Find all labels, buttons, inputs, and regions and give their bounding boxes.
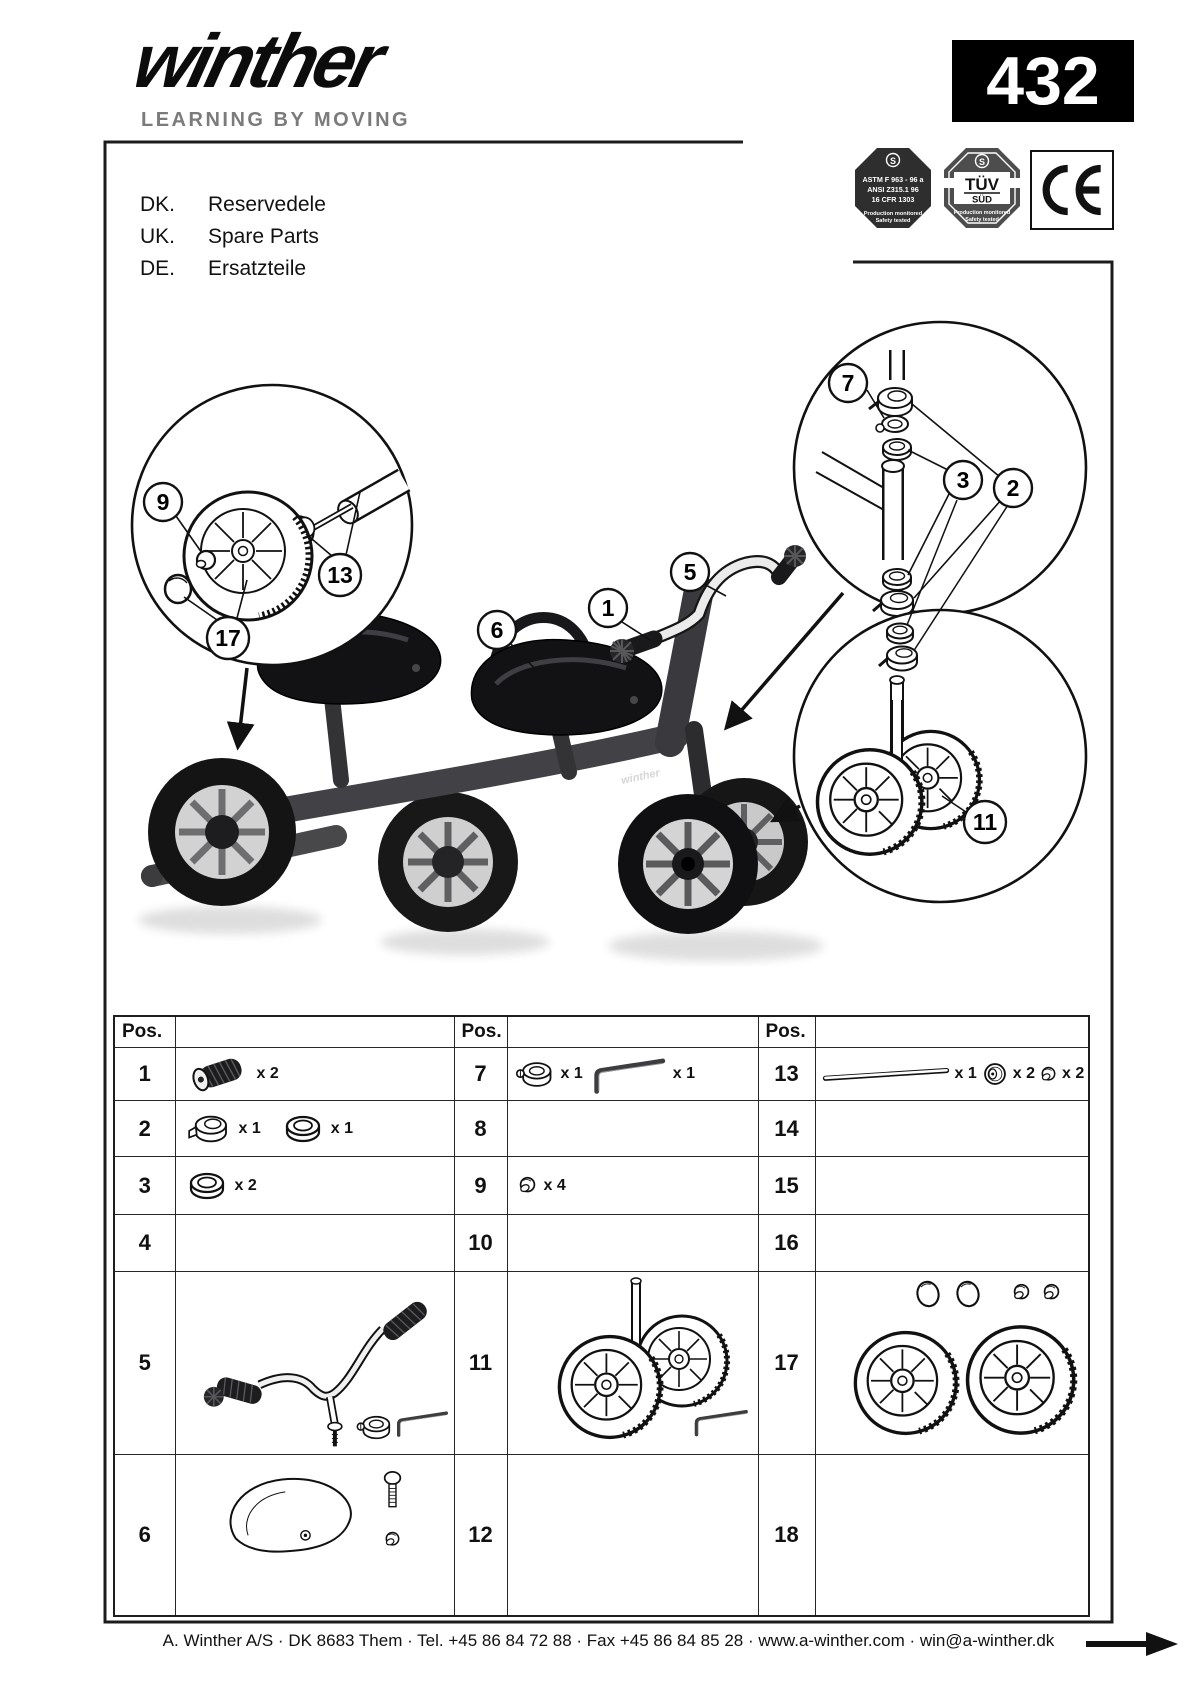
table-row	[114, 1215, 1089, 1272]
svg-text:17: 17	[215, 625, 241, 651]
seat-assembly-icon	[186, 1459, 448, 1611]
language-code: DK.	[140, 193, 176, 216]
pos-cell: 13	[758, 1048, 815, 1101]
pos-cell: 16	[758, 1215, 815, 1272]
svg-text:Safety tested: Safety tested	[965, 217, 999, 223]
quantity-label: x 1	[672, 1065, 695, 1082]
svg-text:2: 2	[1006, 475, 1020, 501]
astm-s-symbol: S	[889, 156, 897, 166]
frame-logo-main: winther	[620, 767, 661, 787]
handlebar-assembly-icon	[186, 1275, 454, 1451]
pos-cell: 6	[114, 1455, 175, 1617]
svg-text:7: 7	[841, 370, 855, 396]
callout-5	[671, 553, 709, 591]
callout-13	[319, 554, 361, 596]
language-label: Ersatzteile	[208, 257, 307, 280]
company-footer: A. Winther A/S · DK 8683 Them · Tel. +45 86 84 72 88 · Fax +45 86 84 85 28 · www.a-winther.com · win@a-winther.dk	[162, 1631, 1055, 1650]
axle-rod-icon	[822, 1067, 950, 1081]
clamp-ring-icon	[514, 1059, 556, 1090]
svg-text:11: 11	[972, 809, 998, 835]
quantity-label: x 1	[330, 1119, 353, 1137]
language-code: DE.	[140, 257, 176, 280]
rear-left-wheel-image	[148, 758, 296, 906]
ring-icon	[282, 1114, 324, 1144]
svg-text:16 CFR 1303: 16 CFR 1303	[871, 195, 915, 204]
arrow-left-detail	[238, 668, 247, 746]
language-label: Spare Parts	[208, 225, 319, 248]
svg-text:ASTM F 963 - 96 a: ASTM F 963 - 96 a	[862, 175, 924, 184]
cap-nut-icon	[518, 1176, 537, 1195]
table-row	[114, 1272, 1089, 1455]
table-row	[114, 1101, 1089, 1157]
svg-text:6: 6	[490, 617, 504, 643]
cap-nut-icon	[1040, 1066, 1057, 1083]
right-grip-brush	[784, 545, 806, 567]
grip-icon	[186, 1054, 250, 1094]
callout-17	[207, 617, 249, 659]
table-row	[114, 1455, 1089, 1617]
quantity-label: x 2	[256, 1065, 279, 1082]
pos-cell: 4	[114, 1215, 175, 1272]
callout-11	[964, 801, 1006, 843]
detail-circle-steering	[794, 322, 1086, 616]
callout-3	[944, 461, 982, 499]
pos-cell: 10	[454, 1215, 507, 1272]
quantity-label: x 1	[238, 1119, 261, 1137]
language-code: UK.	[140, 225, 176, 248]
quantity-label: x 1	[560, 1065, 583, 1082]
callout-7	[829, 364, 867, 402]
svg-text:13: 13	[327, 562, 353, 588]
ce-glyphs	[1039, 163, 1105, 217]
spare-parts-table	[113, 1015, 1090, 1617]
svg-text:9: 9	[156, 489, 170, 515]
callout-6	[478, 611, 516, 649]
pos-header-2: Pos.	[454, 1016, 507, 1048]
svg-text:ANSI Z315.1 96: ANSI Z315.1 96	[867, 185, 919, 194]
pos-cell: 5	[114, 1272, 175, 1455]
model-number-badge: 432	[952, 40, 1134, 122]
pos-cell: 12	[454, 1455, 507, 1617]
pos-cell: 1	[114, 1048, 175, 1101]
pos-cell: 18	[758, 1455, 815, 1617]
callout-9	[144, 483, 182, 521]
svg-text:5: 5	[683, 559, 697, 585]
svg-text:Production monitored: Production monitored	[953, 210, 1011, 216]
quantity-label: x 4	[543, 1176, 566, 1194]
ce-mark	[1030, 150, 1114, 230]
pos-cell: 3	[114, 1157, 175, 1215]
svg-text:3: 3	[956, 467, 970, 493]
svg-text:1: 1	[601, 595, 615, 621]
bushing-icon	[982, 1061, 1008, 1087]
callout-2	[994, 469, 1032, 507]
svg-text:Safety tested: Safety tested	[875, 218, 911, 224]
rear-right-wheel-image	[378, 792, 518, 932]
fork-wheels-icon	[518, 1275, 758, 1451]
table-row	[114, 1048, 1089, 1101]
pos-cell: 7	[454, 1048, 507, 1101]
language-list	[140, 193, 326, 289]
quantity-label: x 2	[234, 1176, 257, 1194]
quantity-label: x 2	[1062, 1065, 1085, 1082]
pos-header-3: Pos.	[758, 1016, 815, 1048]
handlebar-image	[610, 545, 806, 663]
left-grip-brush	[610, 639, 634, 663]
pos-cell: 9	[454, 1157, 507, 1215]
tuv-certification-badge	[942, 146, 1022, 235]
brand-logo: winther	[125, 19, 389, 104]
table-row	[114, 1157, 1089, 1215]
tuv-title: TÜV	[965, 175, 999, 194]
pos-cell: 2	[114, 1101, 175, 1157]
pos-cell: 11	[454, 1272, 507, 1455]
quantity-label: x 2	[1012, 1065, 1035, 1082]
callout-1	[589, 589, 627, 627]
front-front-wheel-image	[618, 794, 758, 934]
astm-certification-badge	[853, 146, 933, 235]
svg-text:Production monitored: Production monitored	[863, 211, 923, 217]
language-row-de	[140, 257, 326, 281]
pos-cell: 14	[758, 1101, 815, 1157]
pos-header-1: Pos.	[114, 1016, 175, 1048]
quantity-label: x 1	[954, 1065, 977, 1082]
steering-clamp-icon	[186, 1112, 232, 1146]
page-arrow-icon	[1086, 1632, 1178, 1661]
language-row-uk	[140, 225, 326, 249]
table-header-row	[114, 1016, 1089, 1048]
language-row-dk	[140, 193, 326, 217]
language-label: Reservedele	[208, 193, 326, 216]
tuv-s-symbol: S	[978, 157, 986, 167]
wheels-caps-nuts-icon	[826, 1275, 1088, 1451]
pos-cell: 17	[758, 1272, 815, 1455]
brand-tagline: LEARNING BY MOVING	[141, 109, 411, 131]
pos-cell: 8	[454, 1101, 507, 1157]
bushing-ring-icon	[186, 1171, 228, 1201]
pos-cell: 15	[758, 1157, 815, 1215]
tuv-subtitle: SÜD	[971, 194, 993, 206]
detail-circle-rear-wheel	[132, 385, 412, 665]
allen-key-icon	[588, 1053, 668, 1095]
